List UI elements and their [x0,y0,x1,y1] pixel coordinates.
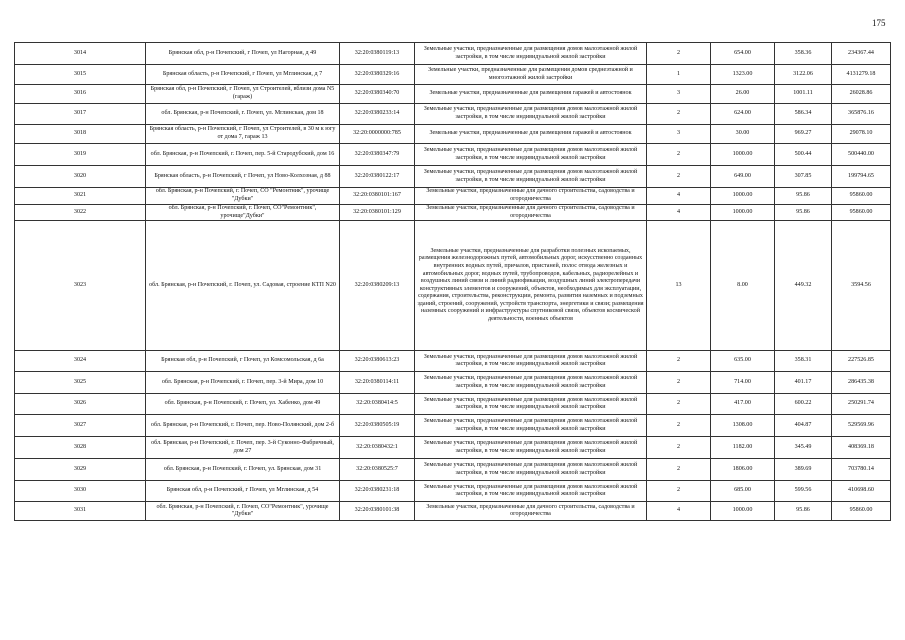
area-cell: 654.00 [711,43,775,65]
address-cell: обл. Брянская, р-н Почепский, г. Почеп, пер. 3-й Мира, дом 10 [146,372,340,394]
address-cell: обл. Брянская, р-н Почепский, г. Почеп, ул. Садовая, строение КТП N20 [146,221,340,351]
row-number-cell: 3027 [15,415,146,437]
permitted-use-cell: Земельные участки, предназначенные для размещения домов малоэтажной жилой застройки, в том числе индивидуальной жилой застройки [415,351,647,372]
address-cell: обл. Брянская, р-н Почепский, г. Почеп, СО"Ремонтник", урочище"Дубки" [146,205,340,221]
table-row [15,351,891,372]
land-register-table [14,42,891,521]
cadastral-number-cell: 32:20:0000000:785 [340,125,415,144]
address-cell: Брянская обл, р-н Почепский, г Почеп, ул Комсомольская, д 6а [146,351,340,372]
cadastral-number-cell: 32:20:0380347:79 [340,144,415,166]
category-code-cell: 3 [647,85,711,104]
address-cell: Брянская область, р-н Почепский, г Почеп, ул Ново-Колхозная, д 88 [146,166,340,188]
address-cell: Брянская обл, р-н Почепский, г Почеп, ул Нагорная, д 49 [146,43,340,65]
table-row [15,43,891,65]
permitted-use-cell: Земельные участки, предназначенные для размещения домов среднеэтажной и многоэтажной жилой застройки [415,65,647,85]
area-cell: 1000.00 [711,205,775,221]
row-number-cell: 3016 [15,85,146,104]
permitted-use-cell: Земельные участки, предназначенные для размещения домов малоэтажной жилой застройки, в том числе индивидуальной жилой застройки [415,144,647,166]
category-code-cell: 2 [647,415,711,437]
category-code-cell: 4 [647,188,711,205]
permitted-use-cell: Земельные участки, предназначенные для размещения домов малоэтажной жилой застройки, в том числе индивидуальной жилой застройки [415,166,647,188]
total-value-cell: 529569.96 [832,415,891,437]
cadastral-number-cell: 32:20:0380505:19 [340,415,415,437]
category-code-cell: 2 [647,166,711,188]
area-cell: 8.00 [711,221,775,351]
unit-value-cell: 1001.11 [775,85,832,104]
permitted-use-cell: Земельные участки, предназначенные для размещения домов малоэтажной жилой застройки, в том числе индивидуальной жилой застройки [415,394,647,415]
area-cell: 26.00 [711,85,775,104]
address-cell: обл. Брянская, р-н Почепский, г. Почеп, ул. Мглинская, дом 18 [146,104,340,125]
cadastral-number-cell: 32:20:0380101:167 [340,188,415,205]
table-row [15,437,891,459]
permitted-use-cell: Земельные участки, предназначенные для размещения домов малоэтажной жилой застройки, в том числе индивидуальной жилой застройки [415,104,647,125]
total-value-cell: 250291.74 [832,394,891,415]
row-number-cell: 3014 [15,43,146,65]
row-number-cell: 3026 [15,394,146,415]
row-number-cell: 3015 [15,65,146,85]
total-value-cell: 286435.38 [832,372,891,394]
total-value-cell: 365876.16 [832,104,891,125]
row-number-cell: 3024 [15,351,146,372]
category-code-cell: 2 [647,351,711,372]
row-number-cell: 3021 [15,188,146,205]
permitted-use-cell: Земельные участки, предназначенные для размещения домов малоэтажной жилой застройки, в том числе индивидуальной жилой застройки [415,459,647,481]
address-cell: Брянская область, р-н Почепский, г Почеп, ул Строителей, в 30 м к югу от дома 7, гараж 13 [146,125,340,144]
unit-value-cell: 95.86 [775,188,832,205]
table-row [15,125,891,144]
total-value-cell: 4131279.18 [832,65,891,85]
address-cell: обл. Брянская, р-н Почепский, г. Почеп, пер. 3-й Суконно-Фабричный, дом 27 [146,437,340,459]
cadastral-number-cell: 32:20:0380101:38 [340,502,415,521]
table-row [15,205,891,221]
permitted-use-cell: Земельные участки, предназначенные для дачного строительства, садоводства и огородничества [415,205,647,221]
total-value-cell: 227526.85 [832,351,891,372]
category-code-cell: 2 [647,372,711,394]
address-cell: обл. Брянская, р-н Почепский, г. Почеп, пер. 5-й Стародубский, дом 16 [146,144,340,166]
address-cell: обл. Брянская, р-н Почепский, г. Почеп, СО "Ремонтник", урочище "Дубки" [146,188,340,205]
area-cell: 1308.00 [711,415,775,437]
category-code-cell: 3 [647,125,711,144]
area-cell: 1000.00 [711,188,775,205]
area-cell: 1182.00 [711,437,775,459]
area-cell: 417.00 [711,394,775,415]
unit-value-cell: 3122.06 [775,65,832,85]
area-cell: 624.00 [711,104,775,125]
permitted-use-cell: Земельные участки, предназначенные для размещения гаражей и автостоянок [415,85,647,104]
category-code-cell: 1 [647,65,711,85]
unit-value-cell: 969.27 [775,125,832,144]
table-row [15,65,891,85]
row-number-cell: 3019 [15,144,146,166]
table-row [15,221,891,351]
cadastral-number-cell: 32:20:0380432:1 [340,437,415,459]
table-row [15,394,891,415]
category-code-cell: 13 [647,221,711,351]
area-cell: 1000.00 [711,502,775,521]
row-number-cell: 3025 [15,372,146,394]
area-cell: 635.00 [711,351,775,372]
table-row [15,415,891,437]
area-cell: 649.00 [711,166,775,188]
table-row [15,104,891,125]
row-number-cell: 3029 [15,459,146,481]
row-number-cell: 3028 [15,437,146,459]
permitted-use-cell: Земельные участки, предназначенные для дачного строительства, садоводства и огородничества [415,188,647,205]
unit-value-cell: 586.34 [775,104,832,125]
cadastral-number-cell: 32:20:0380101:129 [340,205,415,221]
category-code-cell: 2 [647,481,711,502]
category-code-cell: 4 [647,502,711,521]
table-row [15,372,891,394]
unit-value-cell: 389.69 [775,459,832,481]
unit-value-cell: 449.32 [775,221,832,351]
cadastral-number-cell: 32:20:0380340:70 [340,85,415,104]
row-number-cell: 3023 [15,221,146,351]
category-code-cell: 2 [647,104,711,125]
cadastral-number-cell: 32:20:0380114:11 [340,372,415,394]
address-cell: Брянская обл, р-н Почепский, г Почеп, ул Строителей, вблизи дома N5 (гараж) [146,85,340,104]
address-cell: обл. Брянская, р-н Почепский, г. Почеп, СО"Ремонтник", урочище "Дубки" [146,502,340,521]
total-value-cell: 26028.86 [832,85,891,104]
permitted-use-cell: Земельные участки, предназначенные для размещения гаражей и автостоянок [415,125,647,144]
total-value-cell: 95860.00 [832,188,891,205]
table-row [15,144,891,166]
cadastral-number-cell: 32:20:0380231:18 [340,481,415,502]
permitted-use-cell: Земельные участки, предназначенные для размещения домов малоэтажной жилой застройки, в том числе индивидуальной жилой застройки [415,43,647,65]
row-number-cell: 3031 [15,502,146,521]
permitted-use-cell: Земельные участки, предназначенные для размещения домов малоэтажной жилой застройки, в том числе индивидуальной жилой застройки [415,415,647,437]
area-cell: 30.00 [711,125,775,144]
unit-value-cell: 404.87 [775,415,832,437]
total-value-cell: 410698.60 [832,481,891,502]
area-cell: 714.00 [711,372,775,394]
table-row [15,459,891,481]
unit-value-cell: 95.86 [775,502,832,521]
unit-value-cell: 95.86 [775,205,832,221]
cadastral-number-cell: 32:20:0380525:7 [340,459,415,481]
unit-value-cell: 307.85 [775,166,832,188]
table-row [15,502,891,521]
category-code-cell: 2 [647,43,711,65]
unit-value-cell: 599.56 [775,481,832,502]
category-code-cell: 2 [647,394,711,415]
table-row [15,85,891,104]
total-value-cell: 408369.18 [832,437,891,459]
total-value-cell: 95860.00 [832,205,891,221]
area-cell: 1323.00 [711,65,775,85]
unit-value-cell: 500.44 [775,144,832,166]
permitted-use-cell: Земельные участки, предназначенные для разработки полезных ископаемых, размещения железнодорожных путей, автомобильных дорог, искусственно созданных внутренних водных путей, причалов, пристаней, полос отвода железных и автомобильных дорог, водных путей, трубопроводов, кабельных, радиорелейных и воздушных линий связи и линий радиофикации, воздушных линий электропередачи конструктивных элементов и сооружений, объектов, необходимых для эксплуатации, содержания, строительства, реконструкции, ремонта, развития наземных и подземных зданий, строений, сооружений, устройств транспорта, энергетики и связи; размещения наземных сооружений и инфраструктуры спутниковой связи, объектов космической деятельности, военных объектов [415,221,647,351]
total-value-cell: 199794.65 [832,166,891,188]
address-cell: обл. Брянская, р-н Почепский, г. Почеп, ул. Хабенко, дом 49 [146,394,340,415]
permitted-use-cell: Земельные участки, предназначенные для размещения домов малоэтажной жилой застройки, в том числе индивидуальной жилой застройки [415,372,647,394]
unit-value-cell: 401.17 [775,372,832,394]
total-value-cell: 3594.56 [832,221,891,351]
table-row [15,481,891,502]
category-code-cell: 2 [647,459,711,481]
page-number: 175 [872,18,886,28]
total-value-cell: 234367.44 [832,43,891,65]
row-number-cell: 3020 [15,166,146,188]
address-cell: обл. Брянская, р-н Почепский, г. Почеп, ул. Брянская, дом 31 [146,459,340,481]
unit-value-cell: 600.22 [775,394,832,415]
row-number-cell: 3018 [15,125,146,144]
category-code-cell: 2 [647,437,711,459]
row-number-cell: 3017 [15,104,146,125]
area-cell: 1806.00 [711,459,775,481]
total-value-cell: 703780.14 [832,459,891,481]
cadastral-number-cell: 32:20:0380119:13 [340,43,415,65]
permitted-use-cell: Земельные участки, предназначенные для дачного строительства, садоводства и огородничества [415,502,647,521]
category-code-cell: 4 [647,205,711,221]
row-number-cell: 3030 [15,481,146,502]
cadastral-number-cell: 32:20:0380209:13 [340,221,415,351]
cadastral-number-cell: 32:20:0380613:23 [340,351,415,372]
category-code-cell: 2 [647,144,711,166]
row-number-cell: 3022 [15,205,146,221]
cadastral-number-cell: 32:20:0380329:16 [340,65,415,85]
permitted-use-cell: Земельные участки, предназначенные для размещения домов малоэтажной жилой застройки, в том числе индивидуальной жилой застройки [415,437,647,459]
total-value-cell: 29078.10 [832,125,891,144]
cadastral-number-cell: 32:20:0380122:17 [340,166,415,188]
permitted-use-cell: Земельные участки, предназначенные для размещения домов малоэтажной жилой застройки, в том числе индивидуальной жилой застройки [415,481,647,502]
unit-value-cell: 345.49 [775,437,832,459]
address-cell: обл. Брянская, р-н Почепский, г. Почеп, пер. Ново-Полянский, дом 2-б [146,415,340,437]
address-cell: Брянская обл, р-н Почепский, г Почеп, ул Мглинская, д 54 [146,481,340,502]
cadastral-number-cell: 32:20:0380414:5 [340,394,415,415]
unit-value-cell: 358.31 [775,351,832,372]
area-cell: 685.00 [711,481,775,502]
area-cell: 1000.00 [711,144,775,166]
cadastral-number-cell: 32:20:0380233:14 [340,104,415,125]
table-row [15,166,891,188]
total-value-cell: 95860.00 [832,502,891,521]
table-row [15,188,891,205]
total-value-cell: 500440.00 [832,144,891,166]
address-cell: Брянская область, р-н Почепский, г Почеп, ул Мглинская, д 7 [146,65,340,85]
unit-value-cell: 358.36 [775,43,832,65]
table-body [15,43,891,521]
